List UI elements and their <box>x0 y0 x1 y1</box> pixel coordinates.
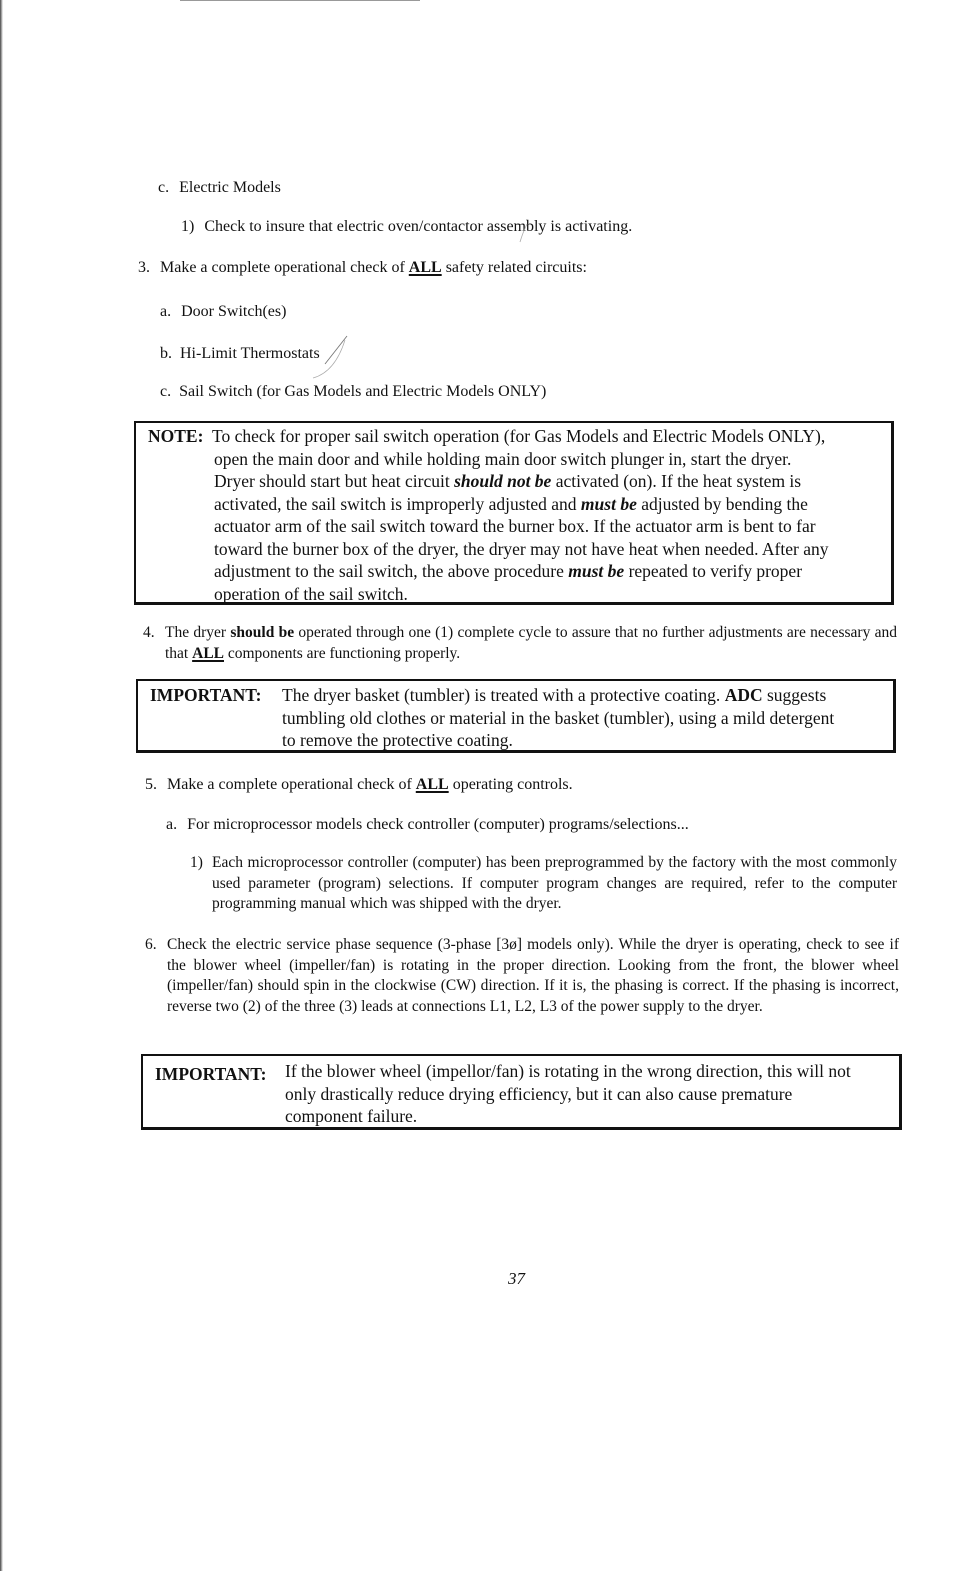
list-marker: 1) <box>181 218 195 235</box>
text-run: safety related circuits: <box>441 259 587 276</box>
list-item-text: For microprocessor models check controller (computer) programs/selections... <box>187 816 689 833</box>
text-run: activated, the sail switch is improperly adjusted and <box>214 493 581 514</box>
list-item-text: Hi-Limit Thermostats <box>180 345 320 362</box>
note-line: operation of the sail switch. <box>214 583 408 604</box>
list-item-text: Check the electric service phase sequence (3-phase [3ø] models only). While the dryer is operating, check to see if the blower wheel (impeller/fan) is rotating in the proper direction. Looking from the front, the blower wheel (impeller/fan) should spin in the clockwise (CW) direction. If it is, the phasing is correct. If the phasing is incorrect, reverse two (2) of the three (3) leads at connections L1, L2, L3 of the power supply to the dryer. <box>167 936 899 1015</box>
important-line: If the blower wheel (impellor/fan) is rotating in the wrong direction, this will not <box>285 1061 851 1081</box>
text-run: Dryer should start but heat circuit <box>214 471 455 491</box>
list-item-6 <box>145 935 899 1017</box>
important-box-coating <box>136 679 896 753</box>
text-run: The dryer <box>165 624 231 641</box>
text-run: adjustment to the sail switch, the above procedure <box>214 561 569 581</box>
important-text <box>285 1060 851 1128</box>
list-item-4 <box>143 623 897 664</box>
note-box <box>134 421 894 605</box>
list-marker: 5. <box>145 776 157 793</box>
pen-mark-icon <box>517 222 531 246</box>
list-item-3a <box>160 302 286 322</box>
note-line <box>214 470 828 493</box>
emphasis-must-be: must be <box>568 561 625 581</box>
scan-edge-shadow <box>0 0 3 1571</box>
text-run: operated through one (1) complete cycle to assure that no further adjustments are necessary and that <box>165 624 897 662</box>
note-line: To check for proper sail switch operation (for Gas Models and Electric Models ONLY), <box>212 426 826 446</box>
list-item-5a <box>166 815 689 835</box>
emphasis-should-be: should be <box>230 624 295 641</box>
important-text <box>282 684 834 752</box>
important-label: IMPORTANT: <box>155 1064 267 1084</box>
text-run: repeated to verify proper <box>624 561 803 581</box>
note-line <box>214 493 828 516</box>
section-heading: Electric Models <box>179 179 281 196</box>
note-line: toward the burner box of the dryer, the dryer may not have heat when needed. After any <box>214 538 829 559</box>
list-marker: 4. <box>143 624 155 641</box>
brand-adc: ADC <box>724 685 763 705</box>
text-run: Make a complete operational check of <box>160 259 409 276</box>
important-line: component failure. <box>285 1106 418 1126</box>
list-item-text: Sail Switch (for Gas Models and Electric Models ONLY) <box>179 383 547 400</box>
emphasis-all: ALL <box>192 644 224 662</box>
important-box-blower <box>141 1054 902 1130</box>
section-c-electric-models <box>158 178 281 198</box>
list-item-text <box>167 776 573 793</box>
note-text <box>214 425 828 605</box>
important-line: to remove the protective coating. <box>282 730 513 750</box>
important-line: tumbling old clothes or material in the basket (tumbler), using a mild detergent <box>282 707 835 728</box>
note-line <box>214 560 828 583</box>
note-line: open the main door and while holding main door switch plunger in, start the dryer. <box>214 448 792 469</box>
list-item-3 <box>138 258 587 278</box>
important-line <box>282 684 834 707</box>
list-marker: 3. <box>138 259 150 276</box>
list-marker: 6. <box>145 936 157 953</box>
note-line: actuator arm of the sail switch toward the burner box. If the actuator arm is bent to far <box>214 516 816 536</box>
text-run: suggests <box>762 685 827 705</box>
pen-mark-icon <box>305 332 365 392</box>
list-marker: b. <box>160 345 172 362</box>
important-line: only drastically reduce drying efficiency, but it can also cause premature <box>285 1083 793 1104</box>
list-marker: 1) <box>190 854 203 871</box>
note-label: NOTE: <box>148 426 204 446</box>
text-run: adjusted by bending the <box>636 493 808 514</box>
list-item-5 <box>145 775 573 795</box>
text-run: components are functioning properly. <box>224 644 461 662</box>
important-label: IMPORTANT: <box>150 685 262 705</box>
text-run: operating controls. <box>448 776 573 793</box>
list-marker: a. <box>160 303 172 320</box>
list-item-text: Each microprocessor controller (computer) has been preprogrammed by the factory with the most commonly used parameter (program) selections. If computer program changes are required, refer to the computer programming manual which was shipped with the dryer. <box>212 854 897 912</box>
list-marker: c. <box>160 383 172 400</box>
emphasis-all: ALL <box>408 259 442 276</box>
text-run: The dryer basket (tumbler) is treated with a protective coating. <box>282 685 725 705</box>
list-marker: a. <box>166 816 178 833</box>
list-item-text: Door Switch(es) <box>181 303 287 320</box>
list-item-text <box>160 259 587 276</box>
text-run: activated (on). If the heat system is <box>551 471 802 491</box>
list-item-check-oven <box>181 217 632 237</box>
emphasis-should-not-be: should not be <box>454 471 552 491</box>
scan-edge-line <box>180 0 420 1</box>
list-item-5a-1 <box>190 853 897 915</box>
list-item-text: Check to insure that electric oven/contactor assembly is activating. <box>204 218 633 235</box>
list-item-3b <box>160 344 320 364</box>
list-marker: c. <box>158 179 170 196</box>
emphasis-all: ALL <box>415 776 449 793</box>
emphasis-must-be: must be <box>580 493 637 514</box>
text-run: Make a complete operational check of <box>167 776 416 793</box>
page-number: 37 <box>508 1269 525 1288</box>
